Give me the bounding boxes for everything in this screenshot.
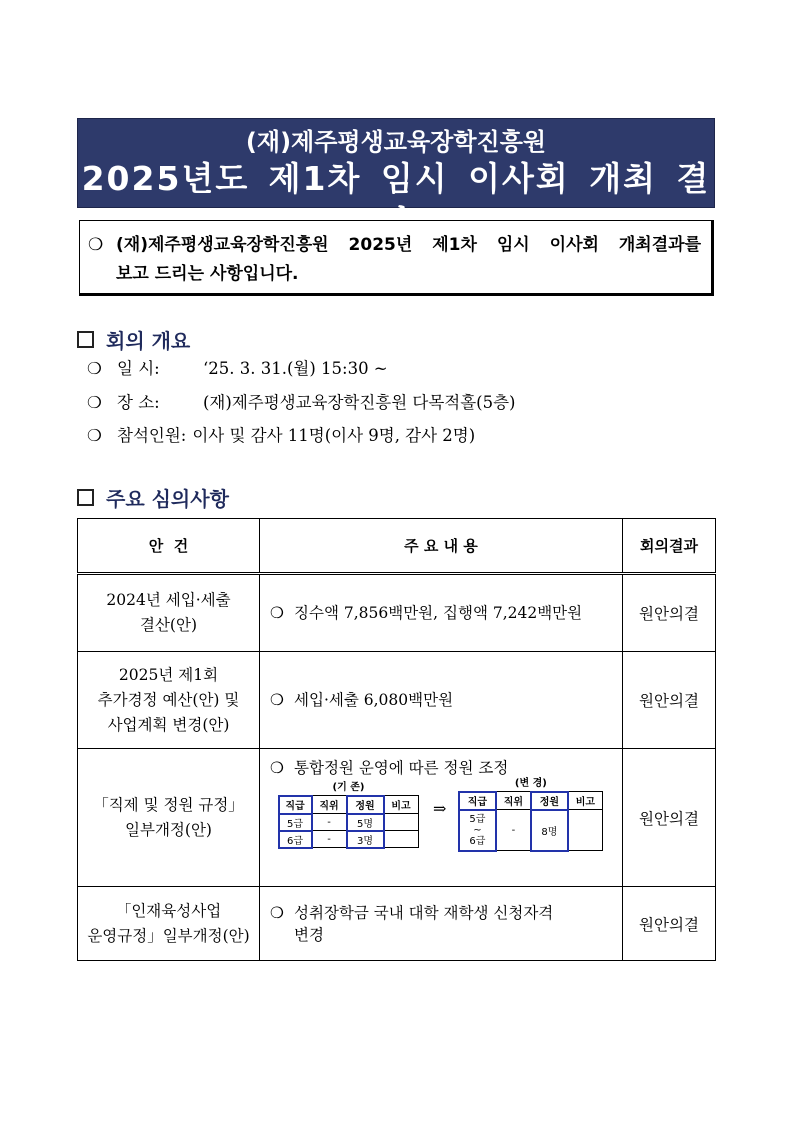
mini-cell <box>568 810 603 851</box>
header-content: 주 요 내 용 <box>260 519 623 574</box>
agenda-line: 운영규정」일부개정(안) <box>87 926 250 945</box>
label-part: 일 <box>117 359 133 378</box>
intro-box <box>79 220 714 296</box>
rank-text: ~ <box>473 824 482 836</box>
after-table <box>458 791 603 851</box>
agenda-line: 추가경정 예산(안) 및 <box>97 690 240 709</box>
title-banner <box>77 118 715 242</box>
mini-header: 직급 <box>459 792 496 810</box>
mini-cell: 8명 <box>531 810 568 851</box>
agenda-line: 2025년 제1회 <box>118 665 219 684</box>
agenda-line: 「직제 및 정원 규정」 <box>93 795 244 814</box>
agenda-cell <box>78 887 260 961</box>
result-cell: 원안의결 <box>623 749 716 887</box>
overview-value: (재)제주평생교육장학진흥원 다목적홀(5층) <box>203 393 516 412</box>
overview-label <box>117 392 197 414</box>
square-bullet-icon <box>77 489 94 506</box>
before-table-block <box>278 781 419 848</box>
mini-cell: - <box>312 814 347 831</box>
mini-cell: - <box>312 831 347 848</box>
mini-header: 정원 <box>347 796 384 814</box>
mini-header: 직급 <box>279 796 312 814</box>
header-agenda: 안 건 <box>78 519 260 574</box>
agenda-cell <box>78 749 260 887</box>
agenda-table <box>77 518 716 961</box>
mini-header: 직위 <box>496 792 531 810</box>
mini-cell: 5급 <box>279 814 312 831</box>
mini-cell: 5명 <box>347 814 384 831</box>
content-text: 징수액 7,856백만원, 집행액 7,242백만원 <box>294 604 583 622</box>
table-row <box>78 574 716 652</box>
agenda-cell <box>78 652 260 749</box>
table-header-row <box>78 519 716 574</box>
content-text: 세입·세출 6,080백만원 <box>294 691 454 709</box>
mini-header: 비고 <box>384 796 419 814</box>
circle-bullet-icon: ❍ <box>87 359 102 378</box>
intro-line-1: (재)제주평생교육장학진흥원 2025년 제1차 임시 이사회 개최결과를 <box>116 235 701 255</box>
content-cell <box>260 887 623 961</box>
mini-header: 직위 <box>312 796 347 814</box>
table-row <box>78 887 716 961</box>
mini-cell: - <box>496 810 531 851</box>
circle-bullet-icon: ❍ <box>87 393 102 412</box>
after-table-title: (변 경) <box>514 778 547 789</box>
content-text: 통합정원 운영에 따른 정원 조정 <box>294 759 509 777</box>
table-row <box>78 749 716 887</box>
rank-text: 5급 <box>469 813 486 825</box>
result-cell: 원안의결 <box>623 652 716 749</box>
section-title: 회의 개요 <box>106 329 191 353</box>
circle-bullet-icon: ❍ <box>88 235 104 255</box>
content-cell <box>260 749 623 887</box>
circle-bullet-icon: ❍ <box>270 903 284 922</box>
mini-header: 비고 <box>568 792 603 810</box>
overview-value: 이사 및 감사 11명(이사 9명, 감사 2명) <box>192 426 476 445</box>
rank-text: 6급 <box>469 835 486 847</box>
before-table <box>278 795 419 848</box>
mini-header: 정원 <box>531 792 568 810</box>
circle-bullet-icon: ❍ <box>270 691 284 709</box>
mini-cell-rank <box>459 810 496 851</box>
label-part: 시: <box>138 359 160 378</box>
agenda-line: 2024년 세입·세출 <box>106 591 231 609</box>
overview-value: ‘25. 3. 31.(월) 15:30 ~ <box>203 359 388 378</box>
circle-bullet-icon: ❍ <box>270 759 284 777</box>
org-name: (재)제주평생교육장학진흥원 <box>245 128 547 156</box>
mini-cell: 6급 <box>279 831 312 848</box>
header-result: 회의결과 <box>623 519 716 574</box>
section-title: 주요 심의사항 <box>106 487 229 511</box>
square-bullet-icon <box>77 331 94 348</box>
overview-label <box>117 358 197 380</box>
document-title: 2025년도 제1차 임시 이사회 개최 결과 <box>81 159 711 242</box>
table-row <box>78 652 716 749</box>
overview-item-attendees <box>87 425 475 447</box>
agenda-line: 「인재육성사업 <box>115 901 222 920</box>
label-part: 소: <box>138 393 160 412</box>
content-text <box>294 902 553 946</box>
content-line: 변경 <box>294 925 324 944</box>
content-cell <box>260 574 623 652</box>
agenda-line: 사업계획 변경(안) <box>107 715 230 734</box>
circle-bullet-icon: ❍ <box>270 604 284 622</box>
label-part: 장 <box>117 393 133 412</box>
agenda-line: 일부개정(안) <box>125 820 212 839</box>
arrow-right-icon: ⇒ <box>433 799 447 818</box>
content-cell <box>260 652 623 749</box>
mini-cell <box>384 814 419 831</box>
mini-cell: 3명 <box>347 831 384 848</box>
section-heading-agenda <box>77 483 229 512</box>
content-line: 성취장학금 국내 대학 재학생 신청자격 <box>294 903 554 922</box>
before-table-title: (기 존) <box>332 782 365 793</box>
circle-bullet-icon: ❍ <box>87 426 102 445</box>
result-cell: 원안의결 <box>623 574 716 652</box>
section-heading-overview <box>77 325 190 354</box>
mini-cell <box>384 831 419 848</box>
agenda-line: 결산(안) <box>139 616 197 634</box>
after-table-block <box>458 777 603 851</box>
quota-change-figure <box>270 778 622 851</box>
overview-label: 참석인원: <box>117 426 187 445</box>
overview-item-place <box>87 392 515 414</box>
overview-item-datetime <box>87 358 388 380</box>
agenda-cell <box>78 574 260 652</box>
intro-line-2: 보고 드리는 사항입니다. <box>116 264 299 284</box>
result-cell: 원안의결 <box>623 887 716 961</box>
